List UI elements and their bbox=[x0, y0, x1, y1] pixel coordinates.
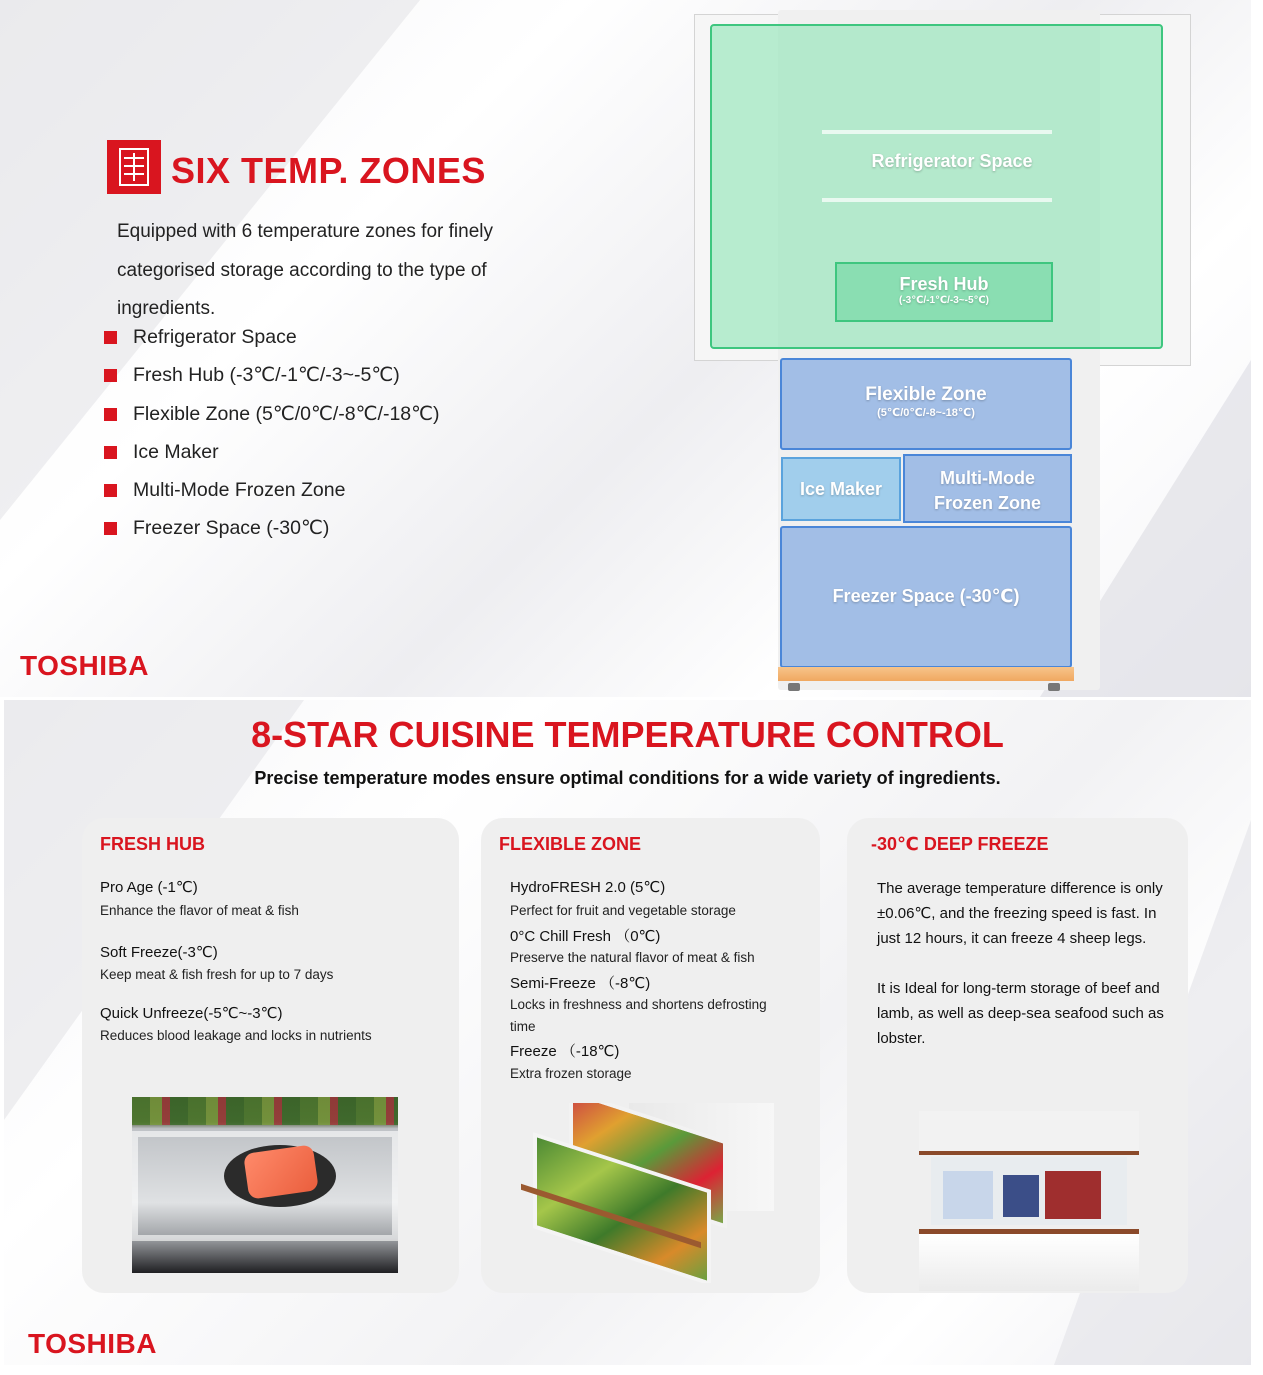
card-heading: FRESH HUB bbox=[100, 834, 206, 854]
feature-name: Soft Freeze(-3℃) bbox=[100, 944, 218, 961]
list-item bbox=[104, 471, 440, 509]
toshiba-logo: TOSHIBA bbox=[28, 1328, 157, 1359]
zone-label: Fresh Hub (-3℃/-1℃/-3~-5℃) bbox=[133, 364, 400, 387]
card-heading: FLEXIBLE ZONE bbox=[499, 834, 642, 854]
flexible-zone-drawer-photo bbox=[511, 1103, 776, 1283]
toshiba-logo: TOSHIBA bbox=[20, 650, 149, 681]
zone-label-line: Multi-Mode bbox=[940, 468, 1035, 488]
zone-label: Refrigerator Space bbox=[871, 151, 1033, 171]
fresh-hub-drawer-photo bbox=[132, 1097, 398, 1273]
salmon-fillet bbox=[243, 1144, 319, 1199]
card-heading: -30℃ DEEP FREEZE bbox=[871, 834, 1049, 854]
shelf bbox=[822, 198, 1052, 202]
flexible-zone bbox=[780, 358, 1072, 450]
fridge-foot bbox=[788, 683, 800, 691]
zone-temps: (5℃/0℃/-8~-18℃) bbox=[877, 407, 975, 419]
bullet-square-icon bbox=[104, 408, 117, 421]
flexible-zone-card bbox=[481, 818, 820, 1293]
feature-name: Quick Unfreeze(-5℃~-3℃) bbox=[100, 1005, 283, 1022]
list-item bbox=[104, 395, 440, 433]
feature-desc: Locks in freshness and shortens defrosting bbox=[510, 997, 767, 1012]
section-title: SIX TEMP. ZONES bbox=[171, 150, 486, 191]
feature-desc: Reduces blood leakage and locks in nutrients bbox=[100, 1028, 372, 1043]
bullet-square-icon bbox=[104, 369, 117, 382]
deep-freeze-card bbox=[847, 818, 1188, 1293]
freezer-zone bbox=[780, 526, 1072, 668]
shelf bbox=[822, 130, 1052, 134]
list-item bbox=[104, 318, 440, 356]
frozen-pizza-box bbox=[943, 1171, 993, 1219]
card-paragraph: The average temperature difference is only ±0.06℃, and the freezing speed is fast. In just 12 hours, it can freeze 4 sheep legs. bbox=[877, 880, 1163, 947]
zone-label bbox=[905, 466, 1070, 516]
feature-name: Pro Age (-1℃) bbox=[100, 879, 198, 896]
vegetables bbox=[132, 1097, 398, 1125]
feature-desc: time bbox=[510, 1019, 536, 1034]
frozen-seafood-box bbox=[1045, 1171, 1101, 1219]
bullet-square-icon bbox=[104, 484, 117, 497]
zone-label: Refrigerator Space bbox=[133, 326, 297, 348]
freezer-drawer-photo bbox=[915, 1111, 1143, 1291]
feature-desc: Keep meat & fish fresh for up to 7 days bbox=[100, 967, 334, 982]
zone-label: Flexible Zone bbox=[865, 384, 987, 405]
list-item bbox=[104, 356, 440, 394]
feature-desc: Preserve the natural flavor of meat & fish bbox=[510, 950, 755, 965]
drawer-front bbox=[919, 1229, 1139, 1291]
zone-label: Fresh Hub bbox=[899, 274, 989, 294]
fridge-zones-icon bbox=[107, 140, 161, 194]
list-item bbox=[104, 509, 440, 547]
zone-label-line: Frozen Zone bbox=[934, 493, 1041, 513]
zone-label: Freezer Space (-30℃) bbox=[832, 586, 1020, 606]
bullet-square-icon bbox=[104, 522, 117, 535]
card-paragraph: It is Ideal for long-term storage of beef and lamb, as well as deep-sea seafood such as lobster. bbox=[877, 980, 1164, 1047]
zone-label: Ice Maker bbox=[133, 440, 219, 463]
upper-drawers bbox=[919, 1111, 1139, 1155]
section-title: 8-STAR CUISINE TEMPERATURE CONTROL bbox=[251, 714, 1004, 755]
fresh-hub-card bbox=[82, 818, 459, 1293]
feature-desc: Perfect for fruit and vegetable storage bbox=[510, 903, 736, 918]
feature-desc: Enhance the flavor of meat & fish bbox=[100, 903, 299, 918]
zone-label: Multi-Mode Frozen Zone bbox=[133, 479, 346, 502]
feature-name: Freeze （-18℃) bbox=[510, 1043, 620, 1060]
multi-mode-frozen-zone bbox=[903, 454, 1072, 523]
zone-label: Freezer Space (-30℃) bbox=[133, 517, 330, 540]
feature-name: HydroFRESH 2.0 (5℃) bbox=[510, 879, 666, 896]
bullet-square-icon bbox=[104, 331, 117, 344]
zone-temps: (-3℃/-1℃/-3~-5℃) bbox=[899, 295, 989, 306]
list-item bbox=[104, 433, 440, 471]
fridge-base-light bbox=[778, 667, 1074, 681]
frozen-food-box bbox=[1003, 1175, 1039, 1217]
section-subtitle: Precise temperature modes ensure optimal conditions for a wide variety of ingredients. bbox=[254, 768, 1001, 788]
bullet-square-icon bbox=[104, 446, 117, 459]
ice-maker-zone bbox=[781, 457, 901, 521]
fridge-foot bbox=[1048, 683, 1060, 691]
temperature-control-panel bbox=[4, 700, 1251, 1365]
fresh-hub-zone bbox=[835, 262, 1053, 322]
fridge-diagram bbox=[690, 10, 1195, 697]
zone-label: Ice Maker bbox=[799, 479, 883, 499]
section-description: Equipped with 6 temperature zones for finely categorised storage according to the type of ingredients. bbox=[117, 221, 493, 319]
zone-label: Flexible Zone (5℃/0℃/-8℃/-18℃) bbox=[133, 402, 440, 425]
zone-list bbox=[104, 318, 440, 548]
feature-name: 0°C Chill Fresh （0℃) bbox=[510, 928, 661, 945]
feature-desc: Extra frozen storage bbox=[510, 1066, 632, 1081]
feature-name: Semi-Freeze （-8℃) bbox=[510, 975, 651, 992]
